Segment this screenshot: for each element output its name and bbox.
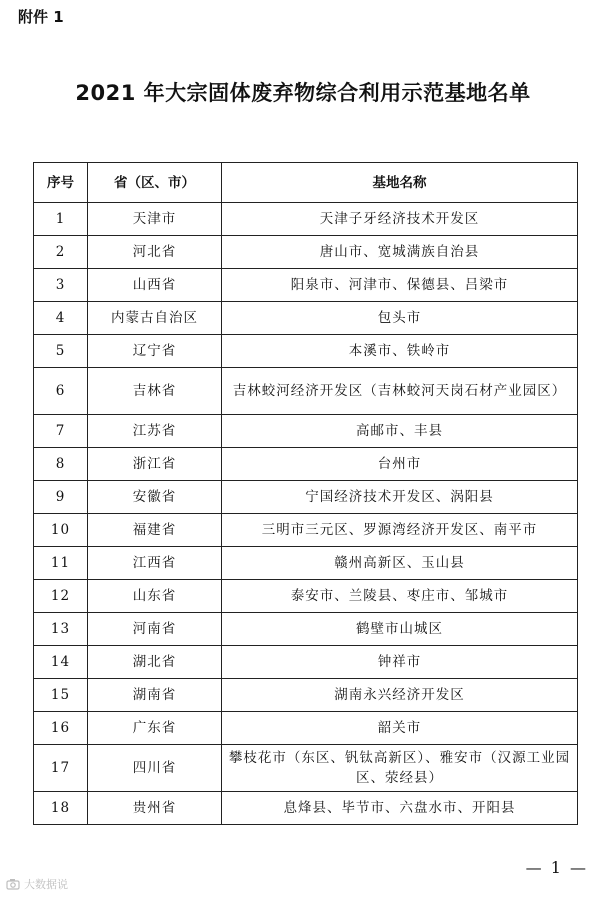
header-base: 基地名称: [222, 163, 578, 203]
table-row: [34, 745, 578, 792]
table-row: [34, 580, 578, 613]
cell-no: 7: [34, 415, 88, 448]
cell-province: 贵州省: [88, 792, 222, 825]
table-row: [34, 335, 578, 368]
table-row: [34, 203, 578, 236]
cell-province: 内蒙古自治区: [88, 302, 222, 335]
cell-province: 山西省: [88, 269, 222, 302]
document-title: 2021 年大宗固体废弃物综合利用示范基地名单: [75, 81, 531, 105]
table-row: [34, 679, 578, 712]
cell-no: 10: [34, 514, 88, 547]
cell-province: 福建省: [88, 514, 222, 547]
cell-province: 湖北省: [88, 646, 222, 679]
page-number: — 1 —: [525, 858, 588, 877]
camera-icon: [6, 878, 20, 890]
table-row: [34, 547, 578, 580]
cell-base: 唐山市、宽城满族自治县: [222, 236, 578, 269]
cell-province: 浙江省: [88, 448, 222, 481]
attachment-label: 附件 1: [18, 8, 64, 26]
cell-base: 台州市: [222, 448, 578, 481]
cell-province: 四川省: [88, 745, 222, 792]
cell-base: 赣州高新区、玉山县: [222, 547, 578, 580]
cell-base: 阳泉市、河津市、保德县、吕梁市: [222, 269, 578, 302]
table-row: [34, 712, 578, 745]
cell-no: 14: [34, 646, 88, 679]
cell-no: 8: [34, 448, 88, 481]
cell-no: 6: [34, 368, 88, 415]
cell-province: 河南省: [88, 613, 222, 646]
cell-province: 吉林省: [88, 368, 222, 415]
cell-no: 18: [34, 792, 88, 825]
demo-base-table: [33, 162, 578, 825]
table-row: [34, 448, 578, 481]
cell-no: 13: [34, 613, 88, 646]
cell-base: 鹤壁市山城区: [222, 613, 578, 646]
cell-no: 2: [34, 236, 88, 269]
cell-no: 9: [34, 481, 88, 514]
watermark-text: 大数据说: [24, 878, 68, 891]
cell-no: 15: [34, 679, 88, 712]
cell-base: 韶关市: [222, 712, 578, 745]
cell-province: 安徽省: [88, 481, 222, 514]
cell-no: 4: [34, 302, 88, 335]
cell-no: 3: [34, 269, 88, 302]
cell-no: 1: [34, 203, 88, 236]
cell-base: 钟祥市: [222, 646, 578, 679]
table-row: [34, 236, 578, 269]
cell-no: 12: [34, 580, 88, 613]
header-no: 序号: [34, 163, 88, 203]
cell-base: 息烽县、毕节市、六盘水市、开阳县: [222, 792, 578, 825]
cell-base: 高邮市、丰县: [222, 415, 578, 448]
cell-base: 泰安市、兰陵县、枣庄市、邹城市: [222, 580, 578, 613]
cell-province: 广东省: [88, 712, 222, 745]
cell-base: 宁国经济技术开发区、涡阳县: [222, 481, 578, 514]
cell-province: 辽宁省: [88, 335, 222, 368]
cell-base: 包头市: [222, 302, 578, 335]
cell-province: 山东省: [88, 580, 222, 613]
cell-no: 16: [34, 712, 88, 745]
cell-no: 17: [34, 745, 88, 792]
table-row: [34, 368, 578, 415]
cell-no: 11: [34, 547, 88, 580]
cell-base: 天津子牙经济技术开发区: [222, 203, 578, 236]
cell-province: 江西省: [88, 547, 222, 580]
cell-base: 本溪市、铁岭市: [222, 335, 578, 368]
cell-base: 湖南永兴经济开发区: [222, 679, 578, 712]
table-row: [34, 415, 578, 448]
cell-province: 江苏省: [88, 415, 222, 448]
cell-province: 湖南省: [88, 679, 222, 712]
table-row: [34, 792, 578, 825]
cell-base: 三明市三元区、罗源湾经济开发区、南平市: [222, 514, 578, 547]
table-row: [34, 646, 578, 679]
header-province: 省（区、市）: [88, 163, 222, 203]
cell-no: 5: [34, 335, 88, 368]
table-row: [34, 613, 578, 646]
cell-province: 河北省: [88, 236, 222, 269]
table-row: [34, 269, 578, 302]
table-row: [34, 302, 578, 335]
table-header-row: [34, 163, 578, 203]
cell-base: 吉林蛟河经济开发区（吉林蛟河天岗石材产业园区）: [222, 368, 578, 415]
cell-base: 攀枝花市（东区、钒钛高新区）、雅安市（汉源工业园区、荥经县）: [222, 745, 578, 792]
watermark: [6, 876, 68, 892]
cell-province: 天津市: [88, 203, 222, 236]
table-row: [34, 481, 578, 514]
table-row: [34, 514, 578, 547]
